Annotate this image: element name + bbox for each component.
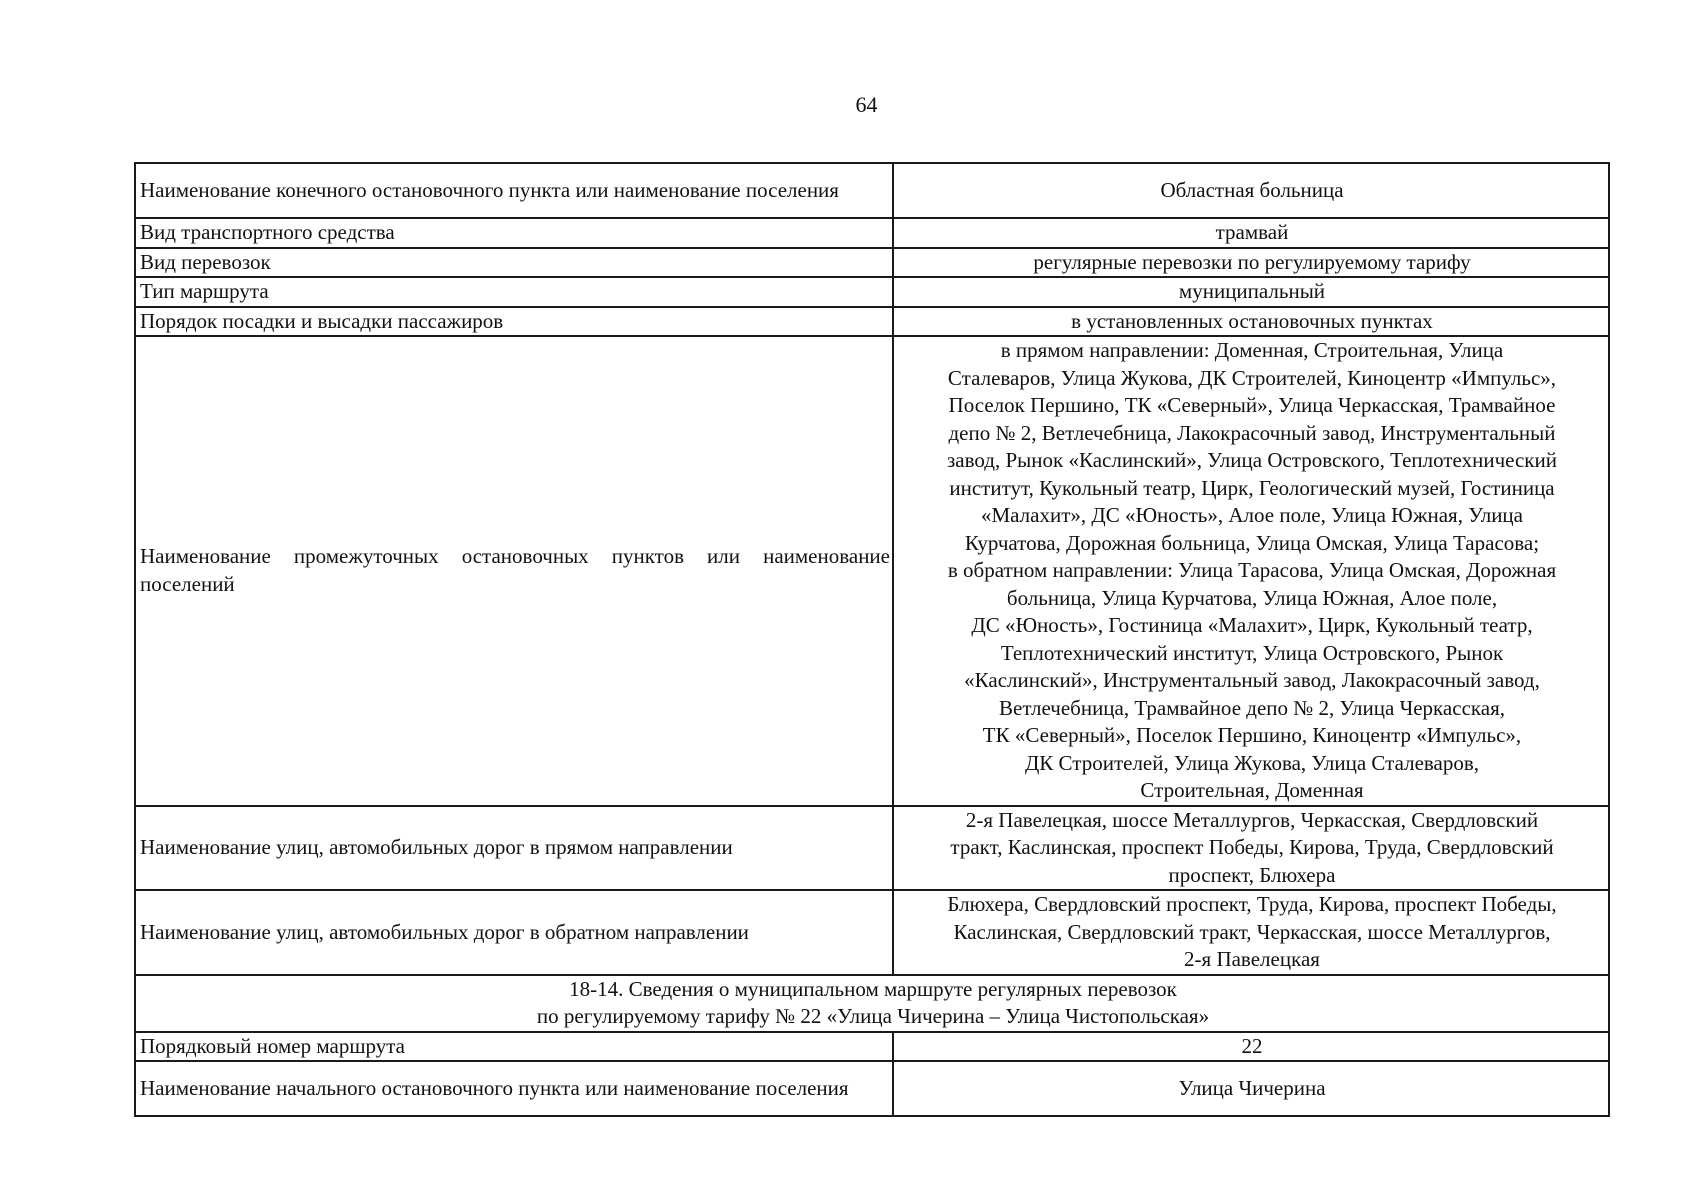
vehicle-type-value: трамвай: [893, 218, 1609, 248]
table-row-route-number: [135, 1032, 1609, 1062]
intermediate-stops-line: Теплотехнический институт, Улица Островского, Рынок: [1000, 640, 1504, 665]
streets-forward-line: тракт, Каслинская, проспект Победы, Кирова, Труда, Свердловский: [950, 835, 1554, 859]
table-row-start-stop: [135, 1061, 1609, 1116]
streets-backward-line: 2-я Павелецкая: [1184, 947, 1320, 971]
section-header-line: по регулируемому тарифу № 22 «Улица Чичерина – Улица Чистопольская»: [536, 1004, 1210, 1028]
intermediate-stops-line: ДС «Юность», Гостиница «Малахит», Цирк, Кукольный театр,: [971, 613, 1533, 637]
streets-forward-value: [893, 806, 1609, 891]
table-row-boarding: [135, 307, 1609, 337]
streets-backward-label: Наименование улиц, автомобильных дорог в обратном направлении: [135, 890, 893, 975]
section-header-line: 18-14. Сведения о муниципальном маршруте регулярных перевозок: [569, 976, 1177, 1001]
intermediate-stops-line: Курчатова, Дорожная больница, Улица Омская, Улица Тарасова;: [964, 530, 1540, 555]
table-row-vehicle-type: [135, 218, 1609, 248]
vehicle-type-label: Вид транспортного средства: [135, 218, 893, 248]
page-number: 64: [855, 92, 878, 117]
end-stop-value: Областная больница: [893, 163, 1609, 218]
table-row-section-header: [135, 975, 1609, 1032]
intermediate-stops-line: больница, Улица Курчатова, Улица Южная, Алое поле,: [1006, 585, 1498, 610]
route-number-value: 22: [893, 1032, 1609, 1062]
table-row-streets-backward: [135, 890, 1609, 975]
intermediate-stops-line: депо № 2, Ветлечебница, Лакокрасочный завод, Инструментальный: [948, 420, 1556, 445]
boarding-value: в установленных остановочных пунктах: [893, 307, 1609, 337]
intermediate-stops-line: «Малахит», ДС «Юность», Алое поле, Улица Южная, Улица: [980, 503, 1523, 527]
table-row-end-stop: [135, 163, 1609, 218]
intermediate-stops-line: ТК «Северный», Поселок Першино, Киноцентр «Импульс»,: [982, 723, 1522, 747]
section-header: [135, 975, 1609, 1032]
streets-backward-line: Блюхера, Свердловский проспект, Труда, Кирова, проспект Победы,: [947, 892, 1557, 916]
intermediate-stops-line: «Каслинский», Инструментальный завод, Лакокрасочный завод,: [964, 668, 1540, 692]
table-row-route-type: [135, 277, 1609, 307]
route-type-value: муниципальный: [893, 277, 1609, 307]
intermediate-stops-line: завод, Рынок «Каслинский», Улица Островского, Теплотехнический: [947, 448, 1557, 472]
table-row-intermediate-stops: [135, 336, 1609, 806]
intermediate-stops-value: [893, 336, 1609, 806]
start-stop-value: Улица Чичерина: [893, 1061, 1609, 1116]
intermediate-stops-line: Строительная, Доменная: [1140, 778, 1364, 802]
streets-forward-line: проспект, Блюхера: [1168, 862, 1336, 887]
boarding-label: Порядок посадки и высадки пассажиров: [135, 307, 893, 337]
streets-forward-line: 2-я Павелецкая, шоссе Металлургов, Черкасская, Свердловский: [965, 807, 1539, 832]
route-type-label: Тип маршрута: [135, 277, 893, 307]
intermediate-stops-line: Сталеваров, Улица Жукова, ДК Строителей, Киноцентр «Импульс»,: [947, 365, 1557, 390]
streets-backward-line: Каслинская, Свердловский тракт, Черкасская, шоссе Металлургов,: [953, 919, 1551, 944]
transport-kind-value: регулярные перевозки по регулируемому тарифу: [893, 248, 1609, 278]
start-stop-label: Наименование начального остановочного пункта или наименование поселения: [135, 1061, 893, 1116]
intermediate-stops-label: Наименование промежуточных остановочных пунктов или наименование поселений: [135, 336, 893, 806]
intermediate-stops-line: в обратном направлении: Улица Тарасова, Улица Омская, Дорожная: [947, 558, 1557, 582]
transport-kind-label: Вид перевозок: [135, 248, 893, 278]
streets-backward-value: [893, 890, 1609, 975]
intermediate-stops-line: институт, Кукольный театр, Цирк, Геологический музей, Гостиница: [949, 475, 1555, 500]
streets-forward-label: Наименование улиц, автомобильных дорог в прямом направлении: [135, 806, 893, 891]
table-row-streets-forward: [135, 806, 1609, 891]
end-stop-label: Наименование конечного остановочного пункта или наименование поселения: [135, 163, 893, 218]
table-row-transport-kind: [135, 248, 1609, 278]
intermediate-stops-line: Поселок Першино, ТК «Северный», Улица Черкасская, Трамвайное: [948, 393, 1556, 417]
route-table: [134, 162, 1610, 1117]
intermediate-stops-line: ДК Строителей, Улица Жукова, Улица Сталеваров,: [1024, 750, 1480, 775]
intermediate-stops-line: в прямом направлении: Доменная, Строительная, Улица: [1000, 338, 1504, 362]
intermediate-stops-line: Ветлечебница, Трамвайное депо № 2, Улица Черкасская,: [999, 695, 1505, 720]
route-number-label: Порядковый номер маршрута: [135, 1032, 893, 1062]
